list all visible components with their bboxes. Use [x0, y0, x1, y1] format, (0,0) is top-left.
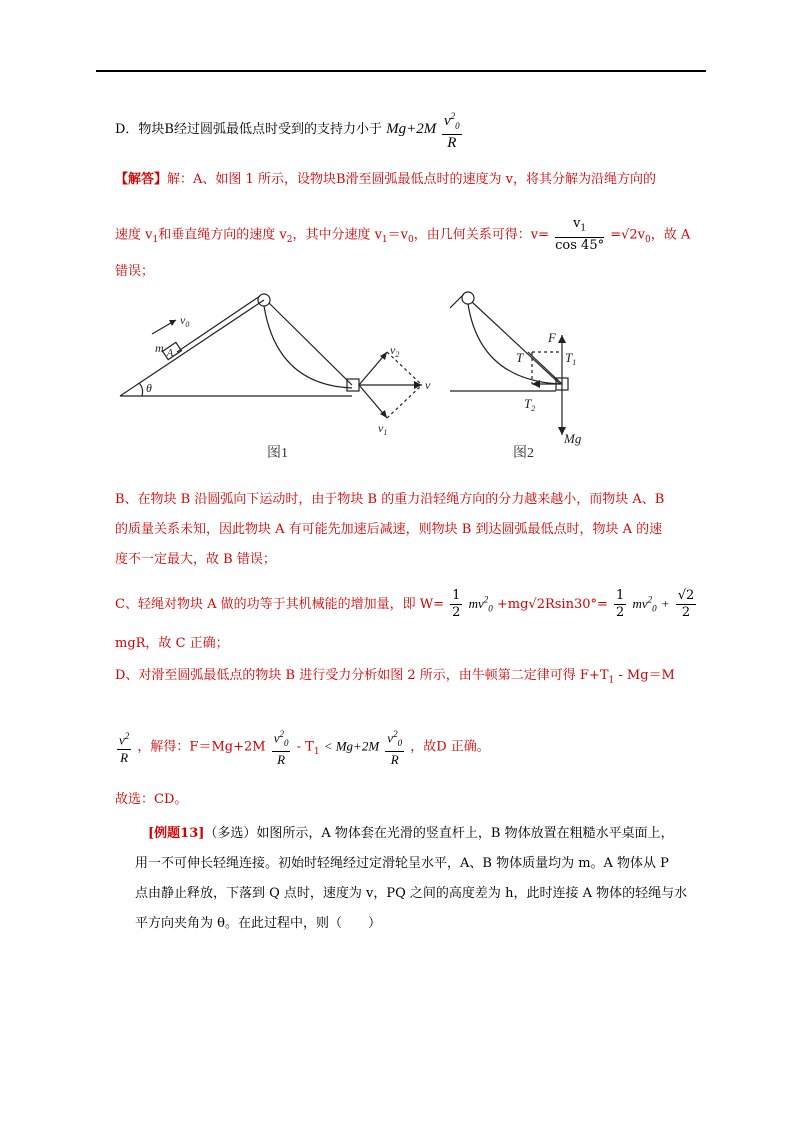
header-rule: [96, 70, 706, 72]
label-t: T: [516, 350, 524, 365]
cos45-fraction: $\frac{v_1}{\cos 45^\circ}$: [555, 216, 605, 253]
answer-line-3: 错误；: [115, 264, 155, 279]
arc-1: [264, 306, 352, 388]
option-d-formula: Mg+2M $\frac{v^2_0}{R}$: [386, 121, 464, 137]
example-line-4: 平方向夹角为 θ。在此过程中，则（ ）: [135, 916, 381, 931]
choice-line: 故选：CD。: [115, 792, 188, 807]
dashed-2: [387, 385, 422, 418]
rope-1: [177, 296, 260, 352]
example-line-2: 用一不可伸长轻绳连接。初始时轻绳经过定滑轮呈水平，A、B 物体质量均为 m。A 物体从 P: [135, 856, 669, 871]
label-v1: $v_1$: [378, 421, 388, 437]
figure-1: [112, 290, 442, 440]
answer-line-2: 速度 $v_1$和垂直绳方向的速度 $v_2$，其中分速度 $v_1=v_0$，由几何关系可得：v= $\frac{v_1}{\cos 45^\circ}$ $=√2v_0$，故 A: [115, 216, 691, 253]
label-v2: $v_2$: [390, 343, 400, 359]
arc-2: [468, 304, 560, 384]
rope-2: [269, 303, 352, 385]
rope-3: [472, 302, 560, 384]
figure-2-caption: 图2: [513, 446, 534, 461]
incline-line: [120, 300, 264, 396]
block-b: [347, 379, 359, 391]
para-c-line-2: mgR，故 C 正确；: [115, 636, 229, 651]
para-b-line-2: 的质量关系未知，因此物块 A 有可能先加速后减速，则物块 B 到达圆弧最低点时，物块 A 的速: [115, 522, 663, 537]
label-t1: $T_1$: [565, 350, 577, 367]
theta-arc: [139, 383, 143, 396]
para-b-line-1: B、在物块 B 沿圆弧向下运动时，由于物块 B 的重力沿轻绳方向的分力越来越小，而物块 A、B: [115, 492, 665, 507]
figure-2: [450, 290, 610, 450]
label-m: m: [155, 341, 164, 355]
label-f: F: [548, 330, 556, 345]
label-mg: Mg: [564, 431, 582, 446]
option-d: D．物块B经过圆弧最低点时受到的支持力小于 Mg+2M $\frac{v^2_0}{R}$: [115, 108, 464, 151]
para-d-line-2: $\frac{v^2}{R}$ ，解得：F＝Mg+2M $\frac{v^2_0}{R}$ - $T_1 < Mg+2M$ $\frac{v^2_0}{R}$ ，故D 正确。: [115, 726, 490, 768]
label-v: v: [425, 378, 431, 392]
label-a: A: [167, 348, 174, 359]
label-t2: $T_2$: [524, 396, 536, 413]
support-line: [450, 294, 464, 308]
t-arrow: [528, 352, 562, 384]
example-line-1: [例题13]（多选）如图所示，A 物体套在光滑的竖直杆上，B 物体放置在粗糙水平桌面上，: [148, 826, 674, 841]
label-theta: θ: [146, 381, 152, 395]
para-d-line-1: D、对滑至圆弧最低点的物块 B 进行受力分析如图 2 所示，由牛顿第二定律可得 $F+T_1 - Mg=M$: [115, 668, 675, 686]
para-c-line-1: C、轻绳对物块 A 做的功等于其机械能的增加量，即 W= $\frac{1}{2}$ $mv^2_0 +mg√2Rsin30^\circ=$ $\frac{1}{2}$ $mv^2_0$ + $\frac{√2}{2}$: [115, 588, 695, 620]
example-line-3: 点由静止释放，下落到 Q 点时，速度为 v，PQ 之间的高度差为 h，此时连接 A 物体的轻绳与水: [135, 886, 688, 901]
para-b-line-3: 度不一定最大，故 B 错误；: [115, 552, 276, 567]
label-v0: $v_0$: [180, 313, 190, 329]
figure-1-caption: 图1: [267, 446, 288, 461]
answer-line-1: 【解答】解：A、如图 1 所示，设物块B滑至圆弧最低点时的速度为 v，将其分解为沿绳方向的: [115, 172, 656, 187]
